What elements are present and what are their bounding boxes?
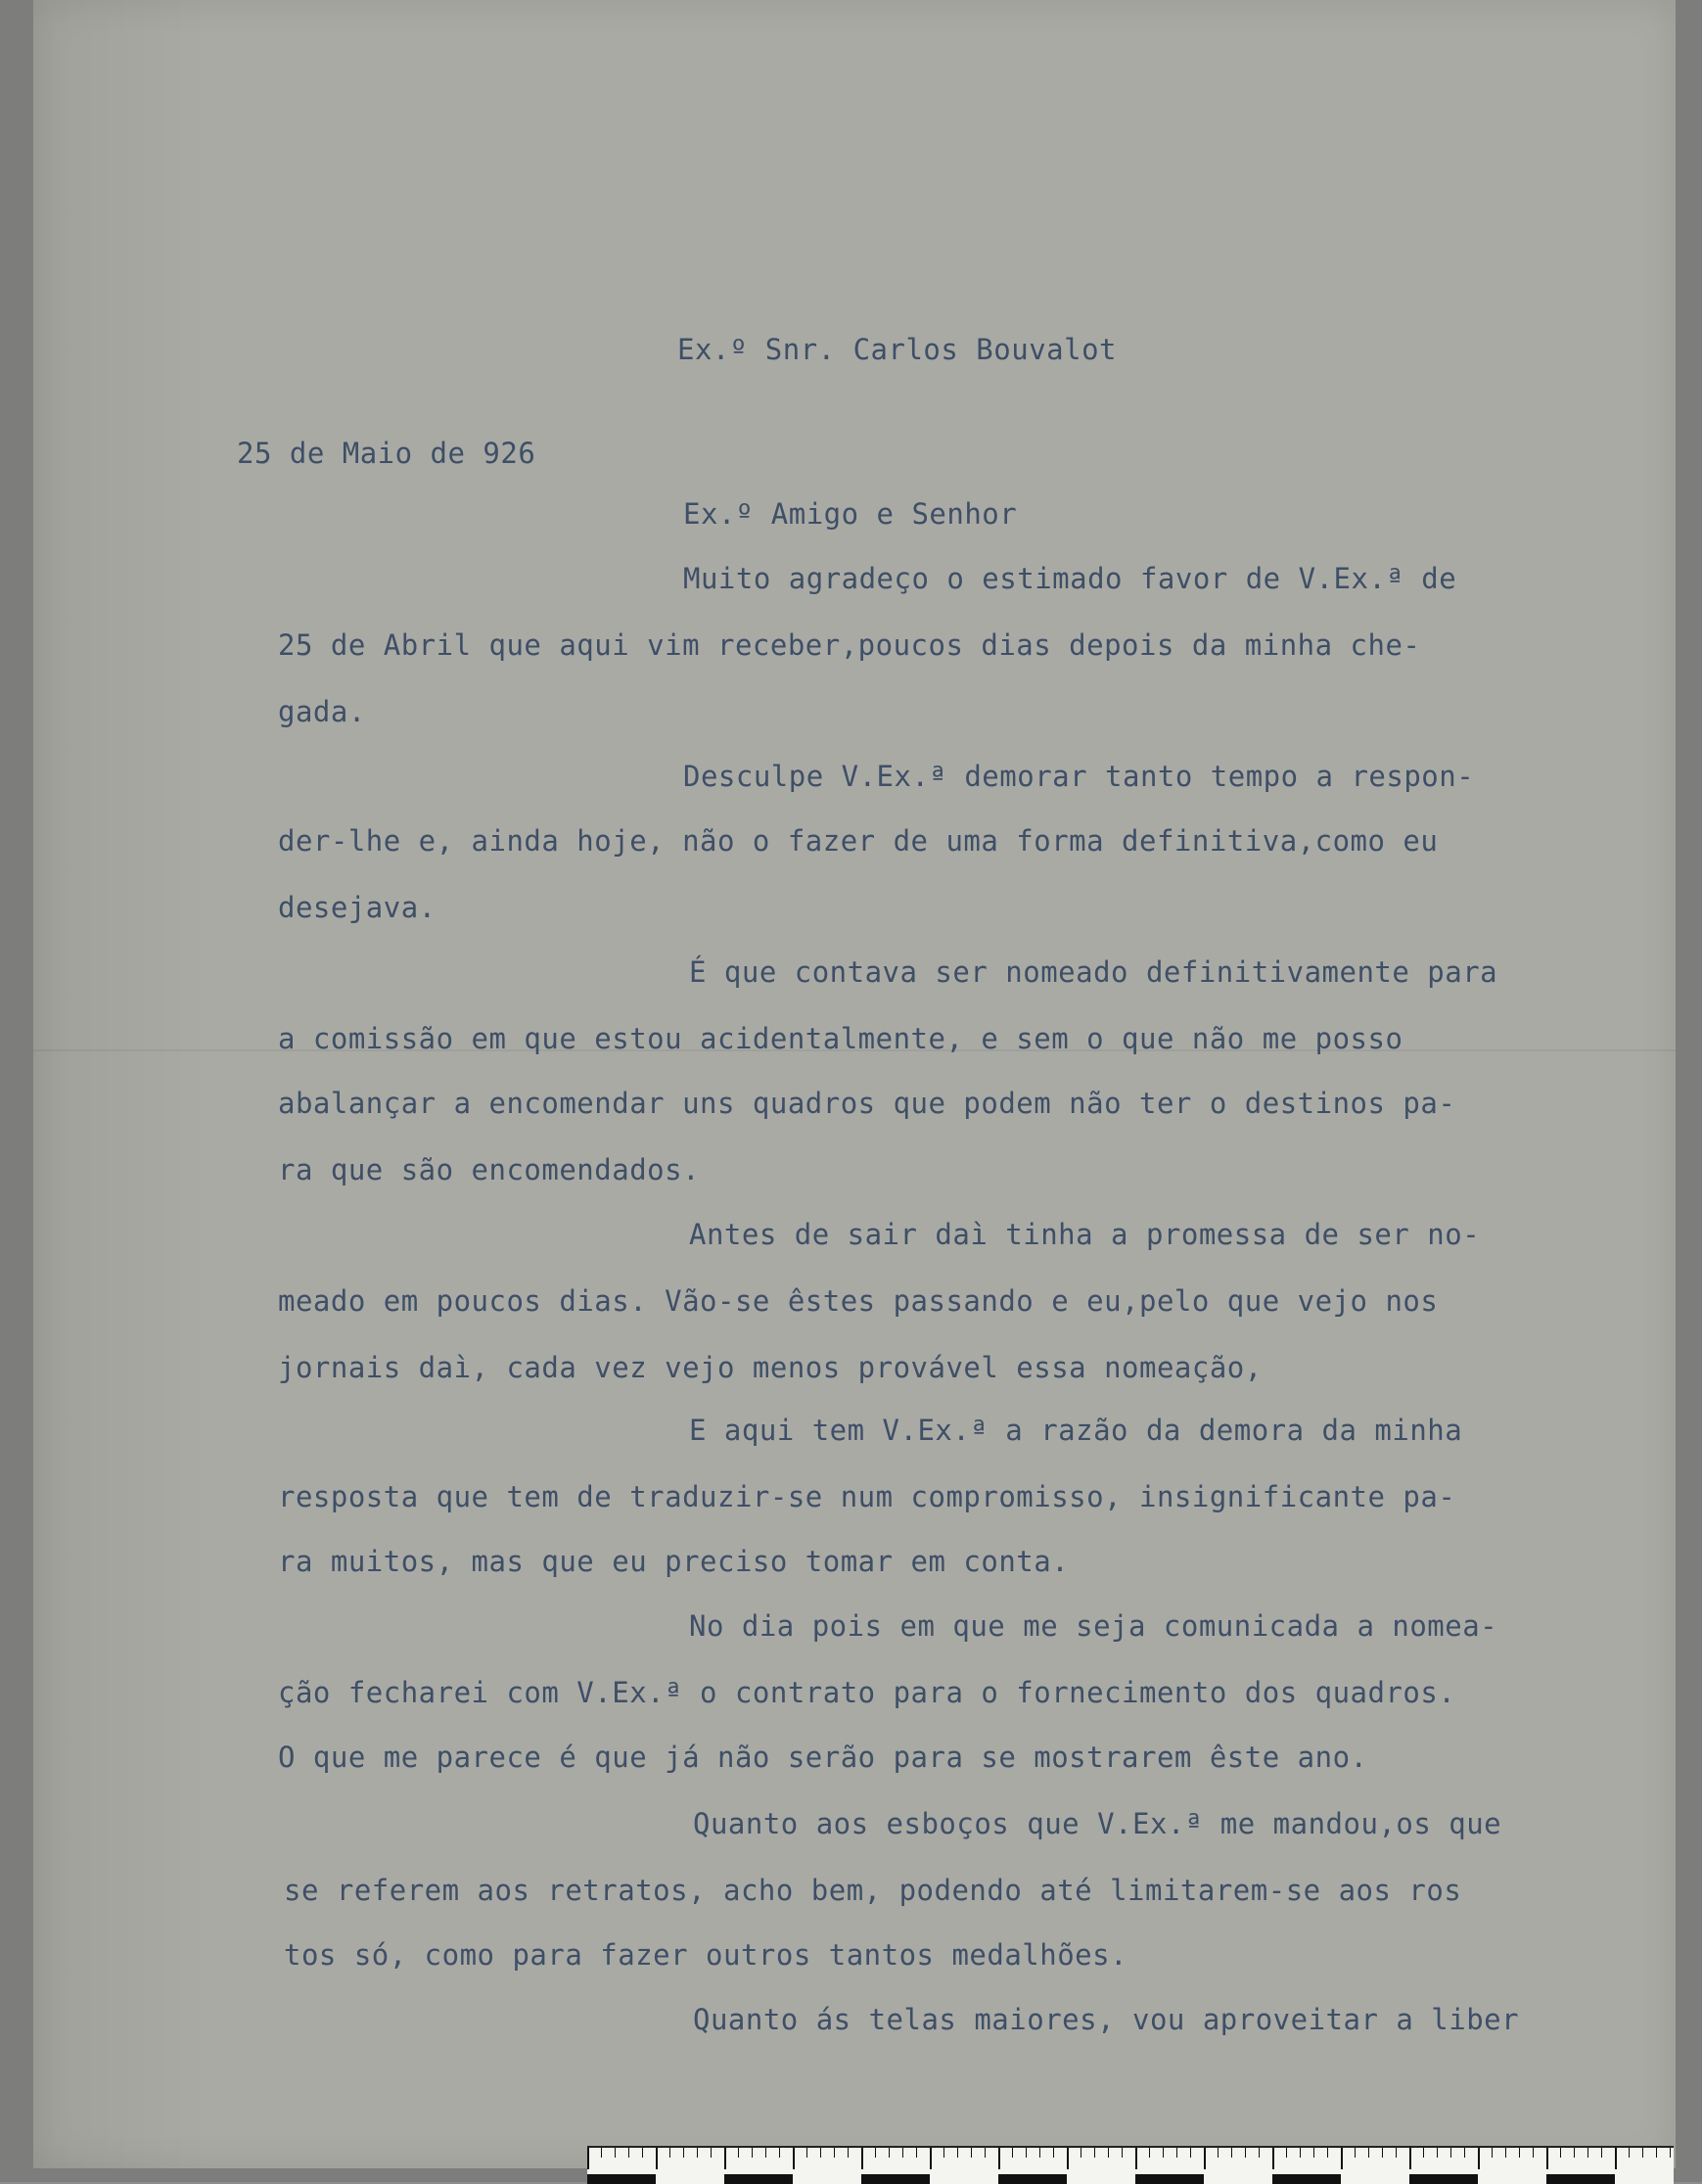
- body-line: der-lhe e, ainda hoje, não o fazer de uma forma definitiva,como eu: [278, 824, 1439, 858]
- body-line: Antes de sair daì tinha a promessa de ser no-: [689, 1218, 1481, 1251]
- body-line: resposta que tem de traduzir-se num compromisso, insignificante pa-: [278, 1480, 1456, 1513]
- body-line: Quanto aos esboços que V.Ex.ª me mandou,os que: [693, 1807, 1502, 1840]
- scale-ruler: [587, 2146, 1674, 2184]
- letter-date: 25 de Maio de 926: [237, 437, 536, 470]
- binding-shadow: [33, 0, 209, 2168]
- addressee: Ex.º Snr. Carlos Bouvalot: [677, 333, 1117, 366]
- body-line: Quanto ás telas maiores, vou aproveitar a liber: [693, 2003, 1520, 2036]
- body-line: É que contava ser nomeado definitivamente para: [689, 955, 1498, 989]
- body-line: ra muitos, mas que eu preciso tomar em conta.: [278, 1545, 1070, 1578]
- body-line: Muito agradeço o estimado favor de V.Ex.ª de: [683, 562, 1457, 595]
- body-line: 25 de Abril que aqui vim receber,poucos dias depois da minha che-: [278, 628, 1421, 662]
- body-line: ção fecharei com V.Ex.ª o contrato para o fornecimento dos quadros.: [278, 1676, 1456, 1709]
- body-line: desejava.: [278, 891, 437, 924]
- letter-sheet: [33, 0, 1676, 2168]
- body-line: O que me parece é que já não serão para se mostrarem êste ano.: [278, 1741, 1368, 1774]
- body-line: No dia pois em que me seja comunicada a nomea-: [689, 1609, 1498, 1643]
- body-line: abalançar a encomendar uns quadros que podem não ter o destinos pa-: [278, 1087, 1456, 1120]
- body-line: a comissão em que estou acidentalmente, e sem o que não me posso: [278, 1022, 1403, 1055]
- body-line: tos só, como para fazer outros tantos medalhões.: [284, 1938, 1128, 1972]
- body-line: Desculpe V.Ex.ª demorar tanto tempo a respon-: [683, 760, 1475, 793]
- ruler-blocks: [587, 2174, 1674, 2184]
- body-line: ra que são encomendados.: [278, 1153, 701, 1186]
- body-line: gada.: [278, 695, 366, 728]
- body-line: E aqui tem V.Ex.ª a razão da demora da minha: [689, 1414, 1463, 1447]
- body-line: jornais daì, cada vez vejo menos provável essa nomeação,: [278, 1351, 1263, 1384]
- body-line: meado em poucos dias. Vão-se êstes passando e eu,pelo que vejo nos: [278, 1284, 1439, 1318]
- body-line: se referem aos retratos, acho bem, podendo até limitarem-se aos ros: [284, 1874, 1462, 1907]
- salutation: Ex.º Amigo e Senhor: [683, 497, 1018, 531]
